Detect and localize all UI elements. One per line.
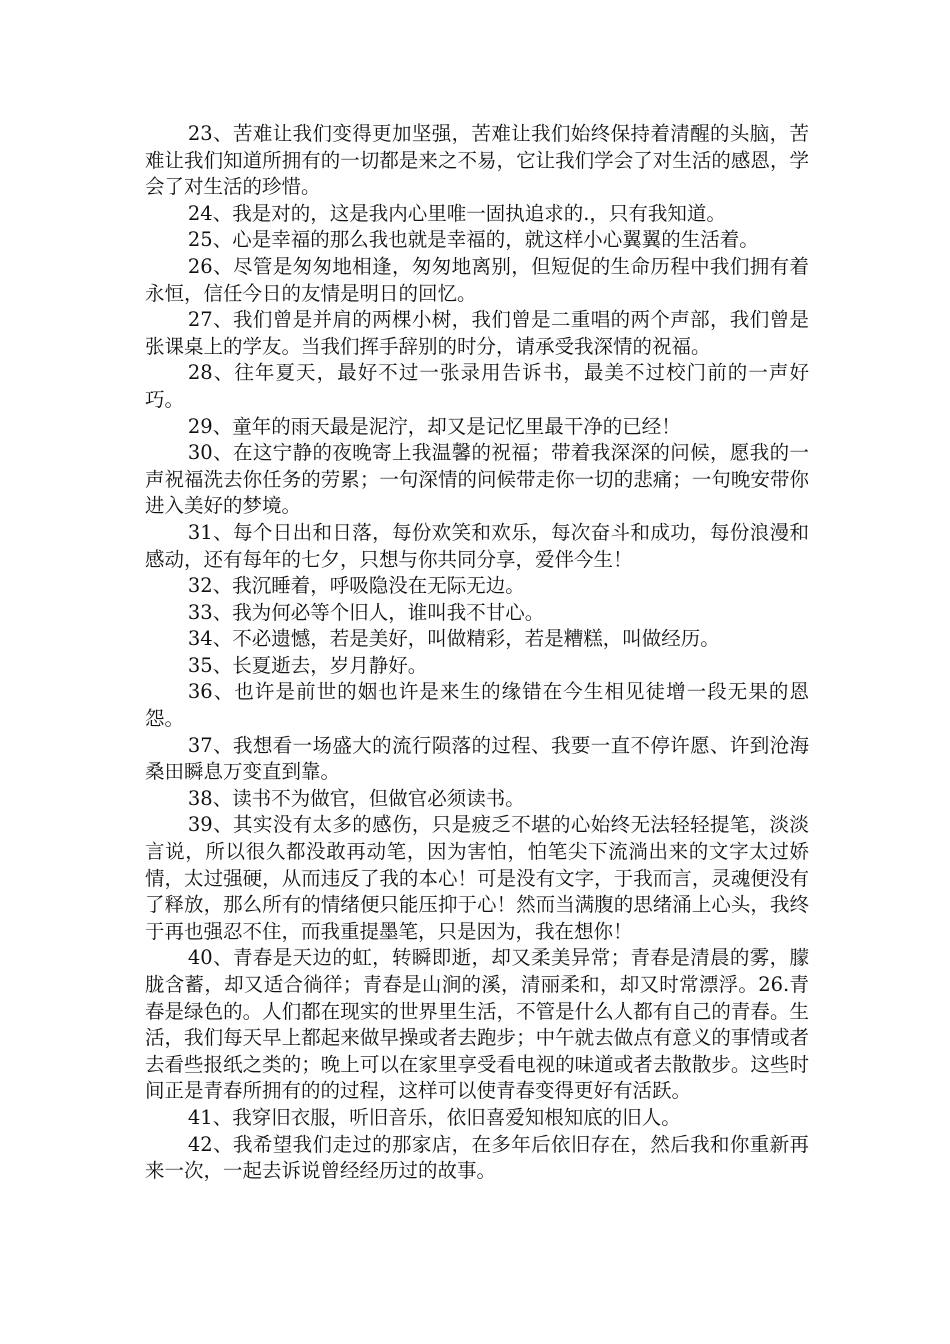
paragraph-39: 39、其实没有太多的感伤，只是疲乏不堪的心始终无法轻轻提笔，淡淡言说，所以很久都没敢再动笔，因为害怕，怕笔尖下流淌出来的文字太过娇情，太过强硬，从而违反了我的本心！可是没有文字，于我而言，灵魂便没有了释放，那么所有的情绪便只能压抑于心！然而当满腹的思绪涌上心头，我终于再也强忍不住，而我重提墨笔，只是因为，我在想你！	[145, 813, 809, 943]
paragraph-37: 37、我想看一场盛大的流行陨落的过程、我要一直不停许愿、许到沧海桑田瞬息万变直到靠。	[145, 733, 809, 784]
paragraph-40: 40、青春是天边的虹，转瞬即逝，却又柔美异常；青春是清晨的雾，朦胧含蓄，却又适合徜徉；青春是山涧的溪，清丽柔和，却又时常漂浮。26.青春是绿色的。人们都在现实的世界里生活，不管是什么人都有自己的青春。生活，我们每天早上都起来做早操或者去跑步；中午就去做点有意义的事情或者去看些报纸之类的；晚上可以在家里享受看电视的味道或者去散散步。这些时间正是青春所拥有的的过程，这样可以使青春变得更好有活跃。	[145, 946, 809, 1103]
paragraph-25: 25、心是幸福的那么我也就是幸福的，就这样小心翼翼的生活着。	[187, 228, 759, 252]
paragraph-36: 36、也许是前世的姻也许是来生的缘错在今生相见徒增一段无果的恩怨。	[145, 680, 809, 731]
paragraph-31: 31、每个日出和日落，每份欢笑和欢乐，每次奋斗和成功，每份浪漫和感动，还有每年的七夕，只想与你共同分享，爱伴今生！	[145, 520, 809, 571]
paragraph-41: 41、我穿旧衣服，听旧音乐，依旧喜爱知根知底的旧人。	[187, 1105, 681, 1129]
paragraph-32: 32、我沉睡着，呼吸隐没在无际无边。	[187, 574, 525, 598]
paragraph-29: 29、童年的雨天最是泥泞，却又是记忆里最干净的已经！	[187, 414, 681, 438]
paragraph-34: 34、不必遗憾，若是美好，叫做精彩，若是糟糕，叫做经历。	[187, 627, 720, 651]
paragraph-42: 42、我希望我们走过的那家店，在多年后依旧存在，然后我和你重新再来一次，一起去诉说曾经经历过的故事。	[145, 1132, 809, 1183]
paragraph-27: 27、我们曾是并肩的两棵小树，我们曾是二重唱的两个声部，我们曾是张课桌上的学友。当我们挥手辞别的时分，请承受我深情的祝福。	[145, 308, 809, 358]
paragraph-30: 30、在这宁静的夜晚寄上我温馨的祝福；带着我深深的问候，愿我的一声祝福洗去你任务的劳累；一句深情的问候带走你一切的悲痛；一句晚安带你进入美好的梦境。	[145, 441, 809, 518]
paragraph-26: 26、尽管是匆匆地相逢，匆匆地离别，但短促的生命历程中我们拥有着永恒，信任今日的友情是明日的回忆。	[145, 254, 809, 305]
paragraph-38: 38、读书不为做官，但做官必须读书。	[187, 786, 525, 810]
paragraph-28: 28、往年夏天，最好不过一张录用告诉书，最美不过校门前的一声好巧。	[145, 361, 809, 411]
paragraph-33: 33、我为何必等个旧人，谁叫我不甘心。	[187, 600, 545, 624]
paragraph-35: 35、长夏逝去，岁月静好。	[187, 653, 428, 677]
paragraph-23: 23、苦难让我们变得更加坚强，苦难让我们始终保持着清醒的头脑，苦难让我们知道所拥有的一切都是来之不易，它让我们学会了对生活的感恩，学会了对生活的珍惜。	[145, 122, 809, 199]
document-body	[145, 121, 809, 1185]
paragraph-24: 24、我是对的，这是我内心里唯一固执追求的.，只有我知道。	[187, 201, 726, 225]
